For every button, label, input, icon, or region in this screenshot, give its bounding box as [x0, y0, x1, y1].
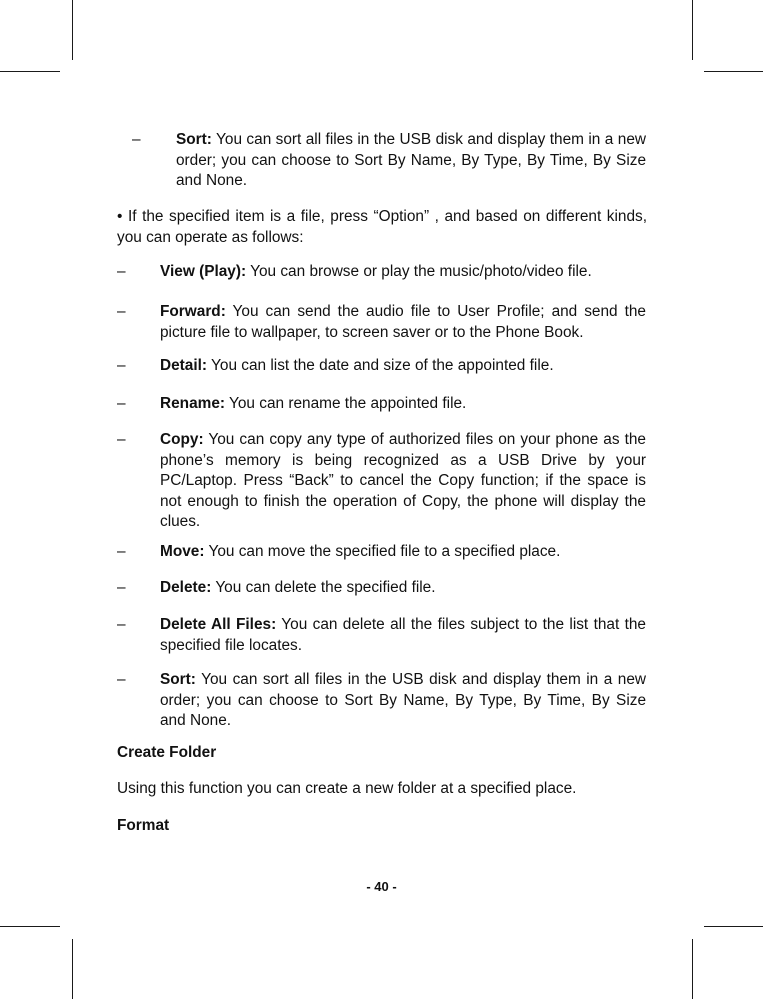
item-text: You can rename the appointed file. [225, 395, 467, 412]
crop-mark-bottom-right-vertical [692, 939, 693, 999]
top-sort-text [176, 130, 646, 192]
list-item-text [160, 356, 646, 377]
item-label: Sort: [176, 131, 212, 148]
item-label: Delete All Files: [160, 616, 277, 633]
crop-mark-bottom-right-horizontal [704, 926, 763, 927]
crop-mark-top-left-vertical [72, 0, 73, 60]
page-number: - 40 - [366, 879, 397, 894]
list-item-text [160, 394, 646, 415]
item-text: You can delete all the files subject to the list that the specified file locates. [160, 616, 646, 654]
crop-mark-bottom-left-vertical [72, 939, 73, 999]
item-text: You can sort all files in the USB disk and display them in a new order; you can choose to Sort By Name, By Type, By Time, By Size and None. [176, 131, 646, 189]
list-item-text [160, 615, 646, 656]
item-text: You can move the specified file to a specified place. [204, 543, 561, 560]
item-label: View (Play): [160, 263, 247, 280]
list-item-text [160, 302, 646, 343]
create-folder-heading: Create Folder [117, 744, 217, 761]
crop-mark-top-left-horizontal [0, 71, 60, 72]
dash-bullet: – [117, 395, 126, 412]
item-label: Detail: [160, 357, 208, 374]
list-item-text [160, 542, 646, 563]
dash-bullet: – [117, 303, 126, 320]
create-folder-text: Using this function you can create a new folder at a specified place. [117, 780, 577, 797]
dash-bullet: – [117, 579, 126, 596]
intro-paragraph: • If the specified item is a file, press “Option” , and based on different kinds, you can operate as follows: [117, 208, 647, 246]
item-text: You can list the date and size of the appointed file. [207, 357, 554, 374]
list-item-text [160, 262, 646, 283]
dash-bullet: – [117, 263, 126, 280]
list-item-text [160, 670, 646, 732]
item-label: Forward: [160, 303, 226, 320]
list-item-text [160, 430, 646, 533]
dash-bullet: – [117, 616, 126, 633]
dash-bullet: – [117, 543, 126, 560]
list-item-text [160, 578, 646, 599]
item-text: You can send the audio file to User Profile; and send the picture file to wallpaper, to screen saver or to the Phone Book. [160, 303, 646, 341]
crop-mark-top-right-vertical [692, 0, 693, 60]
item-text: You can sort all files in the USB disk and display them in a new order; you can choose to Sort By Name, By Type, By Time, By Size and None. [160, 671, 646, 729]
item-label: Sort: [160, 671, 196, 688]
item-text: You can copy any type of authorized files on your phone as the phone’s memory is being recognized as a USB Drive by your PC/Laptop. Press “Back” to cancel the Copy function; if the space is not enough to finish the operation of Copy, the phone will display the clues. [160, 431, 646, 530]
item-label: Move: [160, 543, 205, 560]
item-label: Delete: [160, 579, 212, 596]
crop-mark-top-right-horizontal [704, 71, 763, 72]
item-label: Rename: [160, 395, 226, 412]
crop-mark-bottom-left-horizontal [0, 926, 60, 927]
dash-bullet: – [117, 357, 126, 374]
item-text: You can browse or play the music/photo/video file. [246, 263, 592, 280]
dash-bullet: – [117, 431, 126, 448]
dash-bullet: – [132, 131, 141, 148]
format-heading: Format [117, 817, 170, 834]
item-text: You can delete the specified file. [211, 579, 436, 596]
dash-bullet: – [117, 671, 126, 688]
item-label: Copy: [160, 431, 204, 448]
